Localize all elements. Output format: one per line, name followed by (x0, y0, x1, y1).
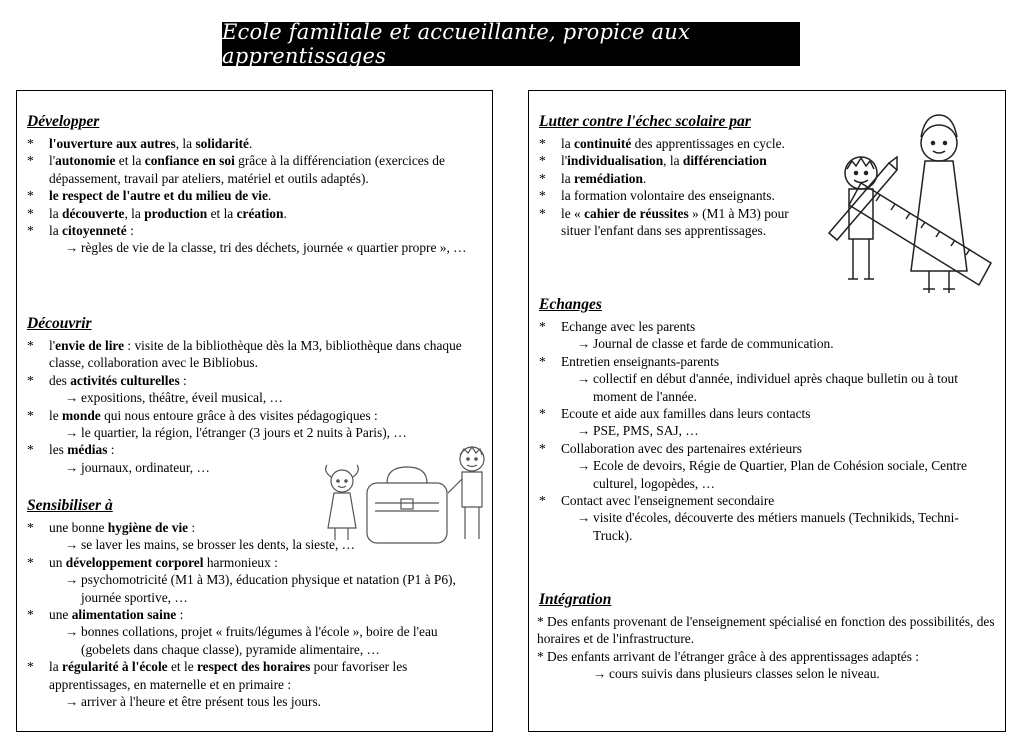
integration-line-2: * Des enfants arrivant de l'étranger grâce à des apprentissages adaptés : (537, 648, 920, 664)
text: , la (175, 136, 196, 151)
section-echanges (529, 296, 1005, 544)
bold-text: différenciation (682, 153, 767, 169)
integration-line-1: * Des enfants provenant de l'enseignement spécialisé en fonction des possibilités, des horaires et de l'infrastructure. (537, 614, 995, 647)
list-item (17, 606, 492, 623)
sub-text: expositions, théâtre, éveil musical, … (81, 390, 283, 406)
bullet-star: * (27, 520, 34, 535)
text: . (249, 136, 253, 151)
arrow-icon: → (65, 459, 79, 475)
arrow-icon: → (577, 371, 591, 387)
sub-text: arriver à l'heure et être présent tous les jours. (81, 694, 321, 710)
list-item (529, 440, 1005, 457)
text: la (49, 223, 63, 239)
text: : (176, 607, 184, 623)
bold-text: respect des horaires (196, 659, 311, 675)
text: des (49, 372, 71, 388)
text: : (188, 520, 196, 535)
bullet-star: * (539, 319, 546, 334)
list-item (529, 187, 805, 204)
text: Collaboration avec des partenaires extérieurs (561, 440, 802, 456)
section-heading: Echanges (539, 296, 602, 313)
list-item (529, 492, 1005, 509)
list-sub-item (33, 623, 492, 658)
arrow-icon: → (65, 694, 79, 710)
list-item (17, 658, 492, 693)
bold-text: autonomie (55, 153, 116, 169)
bold-text: solidarité (195, 136, 249, 151)
list-item (17, 135, 492, 152)
bullet-star: * (27, 407, 34, 423)
bullet-star: * (27, 188, 34, 204)
list-item (17, 407, 492, 424)
integration-sub (561, 665, 1005, 682)
text: des apprentissages en cycle. (631, 136, 785, 151)
bullet-star: * (27, 554, 34, 570)
text: pour favoriser les apprentissages, en maternelle et en primaire : (49, 659, 408, 692)
bullet-star: * (27, 136, 34, 151)
list-sub-item (33, 389, 492, 406)
text: et le (167, 659, 197, 675)
list-item (17, 205, 492, 222)
arrow-icon: → (577, 458, 591, 474)
left-panel (16, 90, 493, 732)
list-item (529, 170, 805, 187)
sub-text: cours suivis dans plusieurs classes selon le niveau. (609, 666, 880, 682)
arrow-icon: → (65, 624, 79, 640)
list-item (17, 372, 492, 389)
arrow-icon: → (65, 537, 79, 553)
bold-text: cahier de réussites (584, 205, 689, 221)
list-item (529, 353, 1005, 370)
bullet-star: * (539, 406, 546, 422)
text: une (49, 607, 72, 623)
text: : (126, 223, 134, 239)
text: . (642, 170, 647, 186)
text: la (49, 659, 63, 675)
right-panel (528, 90, 1006, 732)
text: une bonne (49, 520, 108, 535)
arrow-icon: → (577, 423, 591, 439)
text: . (283, 205, 287, 221)
children-schoolbag-illustration (317, 441, 492, 546)
bullet-star: * (27, 205, 34, 221)
bold-text: découverte (62, 205, 125, 221)
text: les (49, 442, 68, 458)
arrow-icon: → (577, 336, 591, 352)
text: Contact avec l'enseignement secondaire (561, 493, 775, 509)
section-heading: Développer (27, 113, 100, 130)
section-heading: Sensibiliser à (27, 497, 113, 514)
sub-text: journaux, ordinateur, … (81, 459, 210, 475)
bullet-star: * (27, 223, 34, 239)
text: l' (49, 338, 56, 353)
list-sub-item (545, 509, 1005, 544)
text: l' (49, 153, 56, 169)
bold-text: production (144, 205, 208, 221)
bullet-star: * (539, 353, 546, 369)
bold-text: activités culturelles (70, 372, 180, 388)
page-title: Ecole familiale et accueillante, propice aux apprentissages (222, 22, 800, 66)
list-item (17, 187, 492, 204)
section-heading: Lutter contre l'échec scolaire par (539, 113, 751, 130)
sub-text: le quartier, la région, l'étranger (3 jours et 2 nuits à Paris), … (81, 425, 407, 441)
text: le (49, 407, 63, 423)
list-item (529, 318, 1005, 335)
bold-text: l'ouverture aux autres (49, 136, 176, 151)
list-item (17, 554, 492, 571)
section-developper (17, 113, 492, 257)
bullet-star: * (539, 136, 546, 151)
text: l' (561, 153, 568, 169)
list-sub-item (33, 571, 492, 606)
text: Echange avec les parents (561, 319, 696, 334)
arrow-icon: → (65, 390, 79, 406)
text: la (561, 136, 575, 151)
arrow-icon: → (65, 425, 79, 441)
list-item (529, 152, 805, 169)
list-sub-item (545, 335, 1005, 352)
section-integration (529, 591, 1005, 683)
text: . (267, 188, 272, 204)
text: harmonieux : (203, 554, 278, 570)
bold-text: médias (67, 442, 108, 458)
text: Entretien enseignants-parents (561, 353, 720, 369)
sub-text: visite d'écoles, découverte des métiers manuels (Technikids, Techni-Truck). (593, 510, 959, 543)
section-lutter (529, 113, 805, 239)
text: qui nous entoure grâce à des visites pédagogiques : (100, 407, 378, 423)
text: grâce à la différenciation (exercices de dépassement, travail par ateliers, matériel et outils adaptés). (49, 153, 445, 186)
bold-text: hygiène de vie (107, 520, 189, 535)
text: » (M1 à M3) pour situer l'enfant dans ses apprentissages. (561, 205, 789, 239)
text: un (49, 554, 66, 570)
bullet-star: * (539, 205, 546, 221)
section-heading: Découvrir (27, 315, 92, 332)
list-sub-item (33, 424, 492, 441)
section-heading: Intégration (539, 591, 612, 608)
text: le « (561, 205, 585, 221)
text: la formation volontaire des enseignants. (561, 188, 775, 204)
list-sub-item (33, 693, 492, 710)
bold-text: citoyenneté (62, 223, 127, 239)
text: la (561, 170, 575, 186)
text: : visite de la bibliothèque dès la M3, bibliothèque dans chaque classe, collaboration avec le Bibliobus. (49, 338, 462, 371)
text: : (107, 442, 115, 458)
bullet-star: * (27, 659, 34, 675)
arrow-icon: → (593, 666, 607, 682)
sub-text: psychomotricité (M1 à M3), éducation physique et natation (P1 à P6), journée sportive, … (81, 572, 456, 605)
text: : (179, 372, 187, 388)
list-item (17, 222, 492, 239)
text: Ecoute et aide aux familles dans leurs contacts (561, 406, 811, 422)
bold-text: création (236, 205, 284, 221)
arrow-icon: → (577, 510, 591, 526)
bullet-star: * (539, 188, 546, 204)
bullet-star: * (27, 153, 34, 169)
text: et la (207, 205, 237, 221)
sub-text: Journal de classe et farde de communication. (593, 336, 834, 352)
sub-text: bonnes collations, projet « fruits/légumes à l'école », boire de l'eau (gobelets dans chaque classe), pyramide alimentaire, … (81, 624, 438, 657)
list-item (529, 405, 1005, 422)
bold-text: alimentation saine (71, 607, 177, 623)
list-item (529, 135, 805, 152)
bullet-star: * (27, 372, 34, 388)
sub-text: se laver les mains, se brosser les dents, la sieste, … (81, 537, 356, 553)
bold-text: régularité à l'école (62, 659, 168, 675)
list-sub-item (545, 457, 1005, 492)
children-ruler-pencil-illustration (821, 113, 1001, 313)
sub-text: collectif en début d'année, individuel après chaque bulletin ou à tout moment de l'année. (593, 371, 958, 404)
sub-text: PSE, PMS, SAJ, … (593, 423, 699, 439)
bold-text: continuité (574, 136, 632, 151)
arrow-icon: → (65, 240, 79, 256)
list-item (17, 152, 492, 187)
bullet-star: * (27, 442, 34, 458)
list-sub-item (545, 370, 1005, 405)
bold-text: envie de lire (55, 338, 125, 353)
bullet-star: * (539, 493, 546, 509)
list-item (17, 337, 492, 372)
text: et la (115, 153, 145, 169)
sub-text: règles de vie de la classe, tri des déchets, journée « quartier propre », … (81, 240, 467, 256)
bold-text: individualisation (567, 153, 664, 169)
text: , la (124, 205, 145, 221)
bold-text: développement corporel (65, 554, 204, 570)
bold-text: confiance en soi (144, 153, 235, 169)
bullet-star: * (539, 170, 546, 186)
arrow-icon: → (65, 572, 79, 588)
text: , la (663, 153, 683, 169)
sub-text: Ecole de devoirs, Régie de Quartier, Plan de Cohésion sociale, Centre culturel, logopèdes, … (593, 458, 967, 491)
bold-text: monde (62, 407, 101, 423)
bold-text: remédiation (574, 170, 643, 186)
text: la (49, 205, 63, 221)
bullet-star: * (539, 440, 546, 456)
bold-text: le respect de l'autre et du milieu de vie (49, 188, 268, 204)
bullet-star: * (27, 607, 34, 623)
bullet-star: * (27, 338, 34, 353)
list-sub-item (33, 239, 492, 256)
list-item (529, 205, 805, 240)
list-sub-item (545, 422, 1005, 439)
bullet-star: * (539, 153, 546, 169)
